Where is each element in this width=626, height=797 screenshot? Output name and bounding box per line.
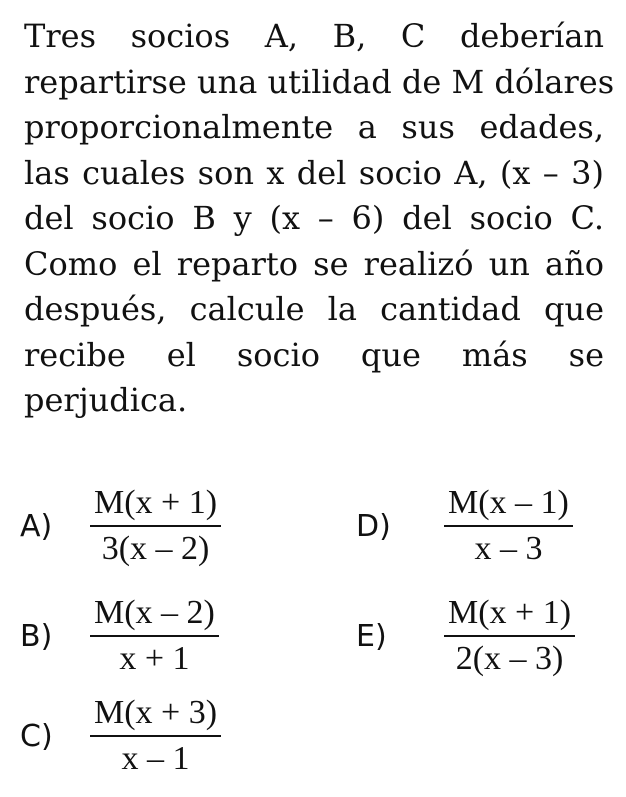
option-e-numerator: M(x + 1) — [444, 594, 575, 637]
option-c-label: C) — [20, 718, 53, 754]
option-c-denominator: x – 1 — [121, 740, 190, 777]
option-b-denominator: x + 1 — [119, 640, 190, 677]
option-b-numerator: M(x – 2) — [90, 594, 219, 637]
option-a-label: A) — [20, 508, 53, 544]
option-b-fraction — [90, 594, 219, 678]
option-b — [20, 594, 219, 678]
problem-line-7: después, calcule la cantidad que — [24, 290, 604, 328]
option-d-numerator: M(x – 1) — [444, 484, 573, 527]
problem-line-8: recibe el socio que más se — [24, 335, 604, 374]
option-a-denominator: 3(x – 2) — [101, 530, 210, 567]
problem-line-4: las cuales son x del socio A, (x – 3) — [24, 153, 604, 192]
option-e-fraction — [444, 594, 575, 678]
option-e-denominator: 2(x – 3) — [455, 640, 564, 677]
problem-line-6: Como el reparto se realizó un año — [24, 244, 604, 283]
option-c — [20, 694, 221, 778]
option-c-numerator: M(x + 3) — [90, 694, 221, 737]
problem-line-1: Tres socios A, B, C deberían — [24, 17, 604, 55]
problem-line-3: proporcionalmente a sus edades, — [24, 108, 604, 146]
problem-line-9: perjudica. — [24, 381, 188, 419]
problem-statement — [24, 14, 615, 424]
option-e — [356, 594, 575, 678]
option-e-label: E) — [356, 618, 387, 654]
problem-line-2: repartirse una utilidad de M dólares — [24, 62, 615, 101]
option-d-fraction — [444, 484, 573, 568]
option-b-label: B) — [20, 618, 53, 654]
problem-line-5: del socio B y (x – 6) del socio C. — [24, 199, 604, 237]
option-a-fraction — [90, 484, 221, 568]
option-d — [356, 484, 573, 568]
option-d-label: D) — [356, 508, 391, 544]
option-c-fraction — [90, 694, 221, 778]
option-a-numerator: M(x + 1) — [90, 484, 221, 527]
option-d-denominator: x – 3 — [474, 530, 543, 567]
option-a — [20, 484, 221, 568]
